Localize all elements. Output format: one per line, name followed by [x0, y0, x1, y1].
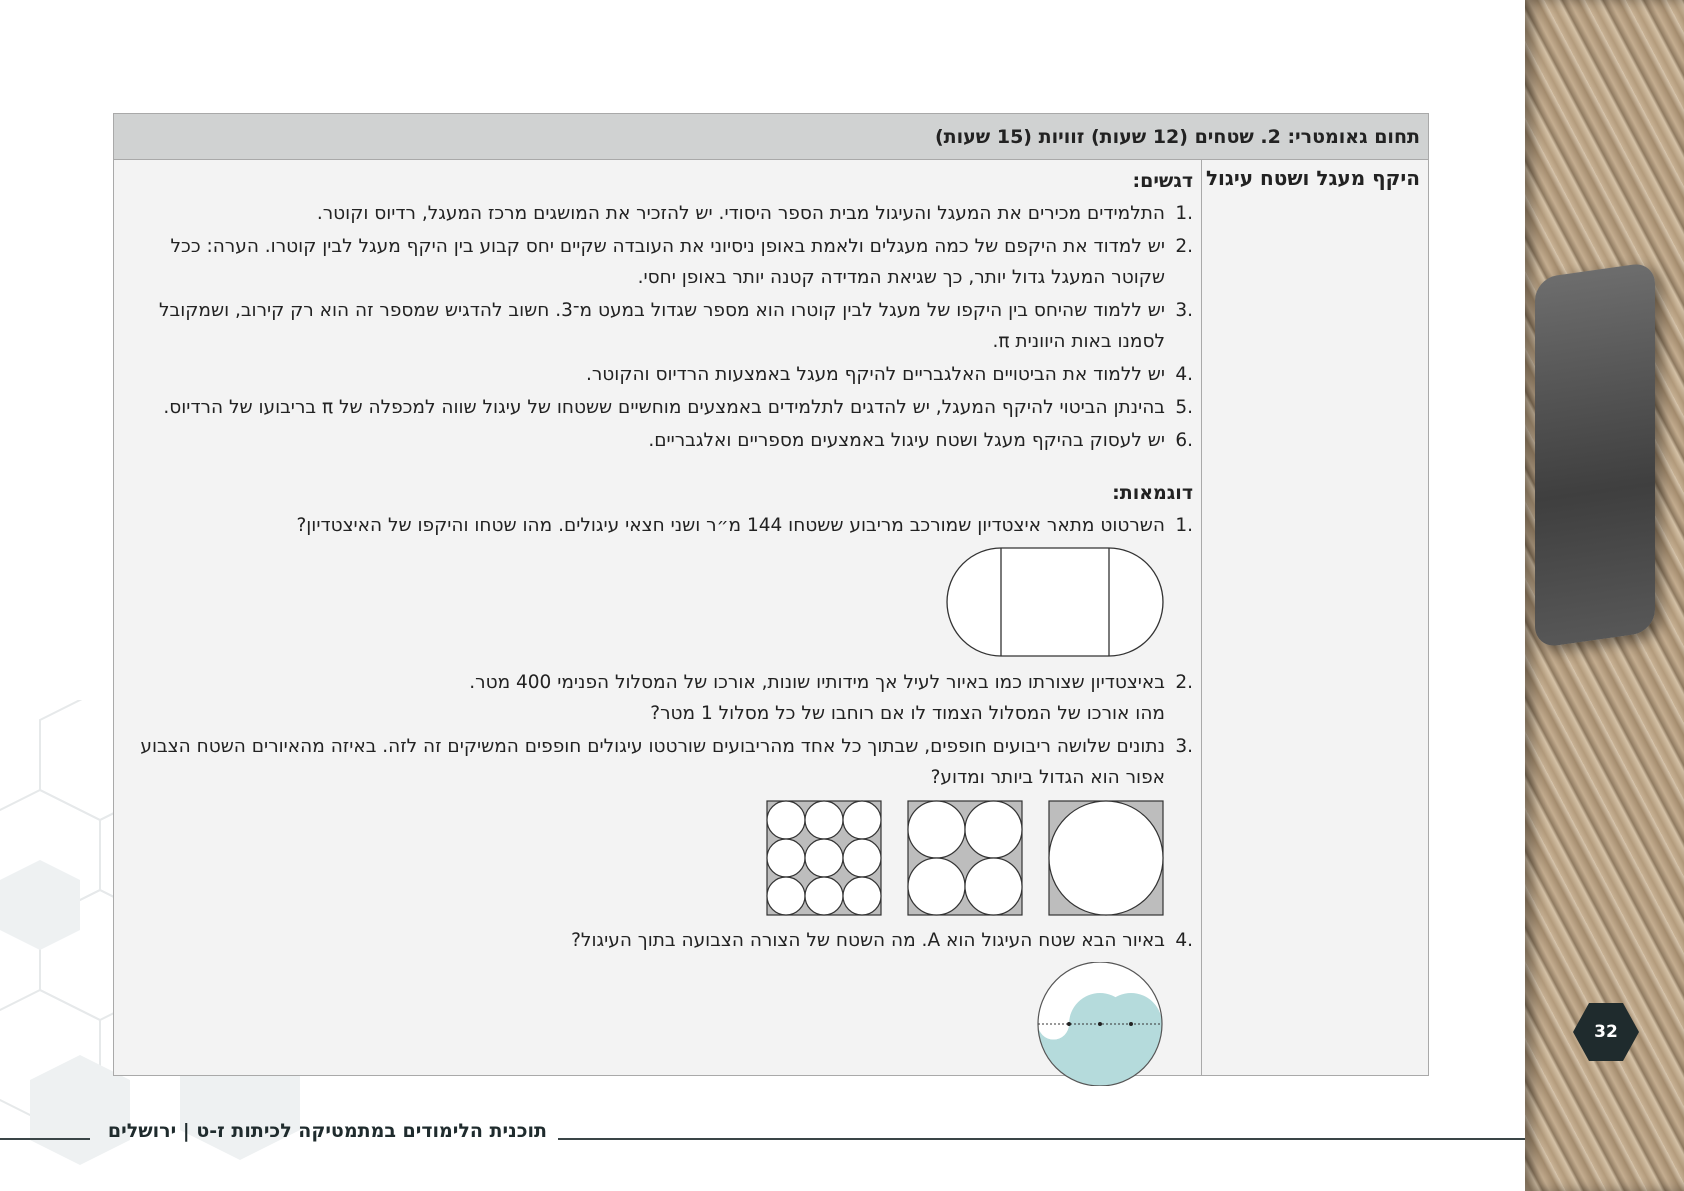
item-number: .1 [1175, 515, 1193, 536]
table-header: תחום גאומטרי: 2. שטחים (12 שעות) זוויות (15 שעות) [114, 114, 1428, 160]
square-nine-circles [767, 801, 881, 915]
item-text: יש לעסוק בהיקף מעגל ושטח עיגול באמצעים מספריים ואלגבריים. [648, 430, 1165, 451]
list-item [122, 925, 1193, 956]
emphases-list [122, 198, 1193, 456]
item-text: נתונים שלושה ריבועים חופפים, שבתוך כל אחד מהריבועים שורטטו עיגולים חופפים המשיקים זה לזה. באיזה מהאיורים השטח הצבוע אפור הוא הגדול ביותר ומדוע? [140, 736, 1165, 788]
curriculum-table [113, 113, 1429, 1076]
item-text: השרטוט מתאר איצטדיון שמורכב מריבוע ששטחו 144 מ״ר ושני חצאי עיגולים. מהו שטחו והיקפו של האיצטדיון? [296, 515, 1165, 536]
topic-title: היקף מעגל ושטח עיגול [1205, 166, 1420, 190]
gray-block-photo [1535, 262, 1655, 649]
item-text-line2: מהו אורכו של המסלול הצמוד לו אם רוחבו של כל מסלול 1 מטר? [650, 703, 1165, 724]
item-text: בהינתן הביטוי להיקף המעגל, יש להדגים לתלמידים באמצעים מוחשיים ששטחו של עיגול שווה למכפלה של π בריבועו של הרדיוס. [163, 397, 1165, 418]
item-text: התלמידים מכירים את המעגל והעיגול מבית הספר היסודי. יש להזכיר את המושגים מרכז המעגל, רדיוס וקוטר. [316, 203, 1165, 224]
circles-in-squares-diagram [765, 799, 1165, 917]
footer-divider-right [558, 1138, 1525, 1140]
list-item [122, 295, 1193, 357]
list-item [122, 731, 1193, 793]
topic-cell [1201, 160, 1428, 1075]
examples-list-2 [122, 667, 1193, 793]
item-number: .4 [1175, 364, 1193, 385]
item-text: יש ללמוד את הביטויים האלגבריים להיקף מעגל באמצעות הרדיוס והקוטר. [585, 364, 1165, 385]
item-text: יש ללמוד שהיחס בין היקפו של מעגל לבין קוטרו הוא מספר שגדול במעט מ־3. חשוב להדגיש שמספר זה הוא רק קירוב, ושמקובל לסמנו באות היוונית π. [159, 300, 1165, 352]
stadium-figure [122, 547, 1193, 659]
examples-list-3 [122, 925, 1193, 956]
examples-title: דוגמאות: [1112, 482, 1193, 504]
emphases-title: דגשים: [1132, 170, 1193, 192]
item-text: יש למדוד את היקפם של כמה מעגלים ולאמת באופן ניסיוני את העובדה שקיים יחס קבוע בין היקף מעגל לבין קוטרו. הערה: ככל שקוטר המעגל גדול יותר, כך שגיאת המדידה קטנה יותר באופן יחסי. [170, 236, 1165, 288]
list-item [122, 359, 1193, 390]
page-number: 32 [1594, 1022, 1618, 1042]
item-number: .4 [1175, 930, 1193, 951]
list-item [122, 198, 1193, 229]
item-text: באיור הבא שטח העיגול הוא A. מה השטח של הצורה הצבועה בתוך העיגול? [571, 930, 1165, 951]
item-number: .3 [1175, 736, 1193, 757]
square-one-circle [1049, 801, 1163, 915]
list-item [122, 667, 1193, 729]
list-item [122, 510, 1193, 541]
item-number: .1 [1175, 203, 1193, 224]
item-number: .5 [1175, 397, 1193, 418]
square-four-circles [908, 801, 1022, 915]
list-item [122, 425, 1193, 456]
squares-figure [122, 799, 1193, 917]
item-text: באיצטדיון שצורתו כמו באיור לעיל אך מידותיו שונות, אורכו של המסלול הפנימי 400 מטר. [469, 672, 1165, 693]
shaded-circle-diagram [1035, 962, 1165, 1086]
footer-title: תוכנית הלימודים במתמטיקה לכיתות ז-ט | ירושלים [107, 1120, 547, 1142]
item-number: .2 [1175, 672, 1193, 693]
page-number-badge [1573, 1003, 1639, 1061]
examples-list [122, 510, 1193, 541]
content-cell [114, 160, 1201, 1075]
list-item [122, 231, 1193, 293]
stadium-diagram [945, 547, 1165, 659]
list-item [122, 392, 1193, 423]
yin-yang-figure [122, 962, 1193, 1086]
item-number: .6 [1175, 430, 1193, 451]
footer-divider-left [0, 1138, 90, 1140]
item-number: .2 [1175, 236, 1193, 257]
item-number: .3 [1175, 300, 1193, 321]
